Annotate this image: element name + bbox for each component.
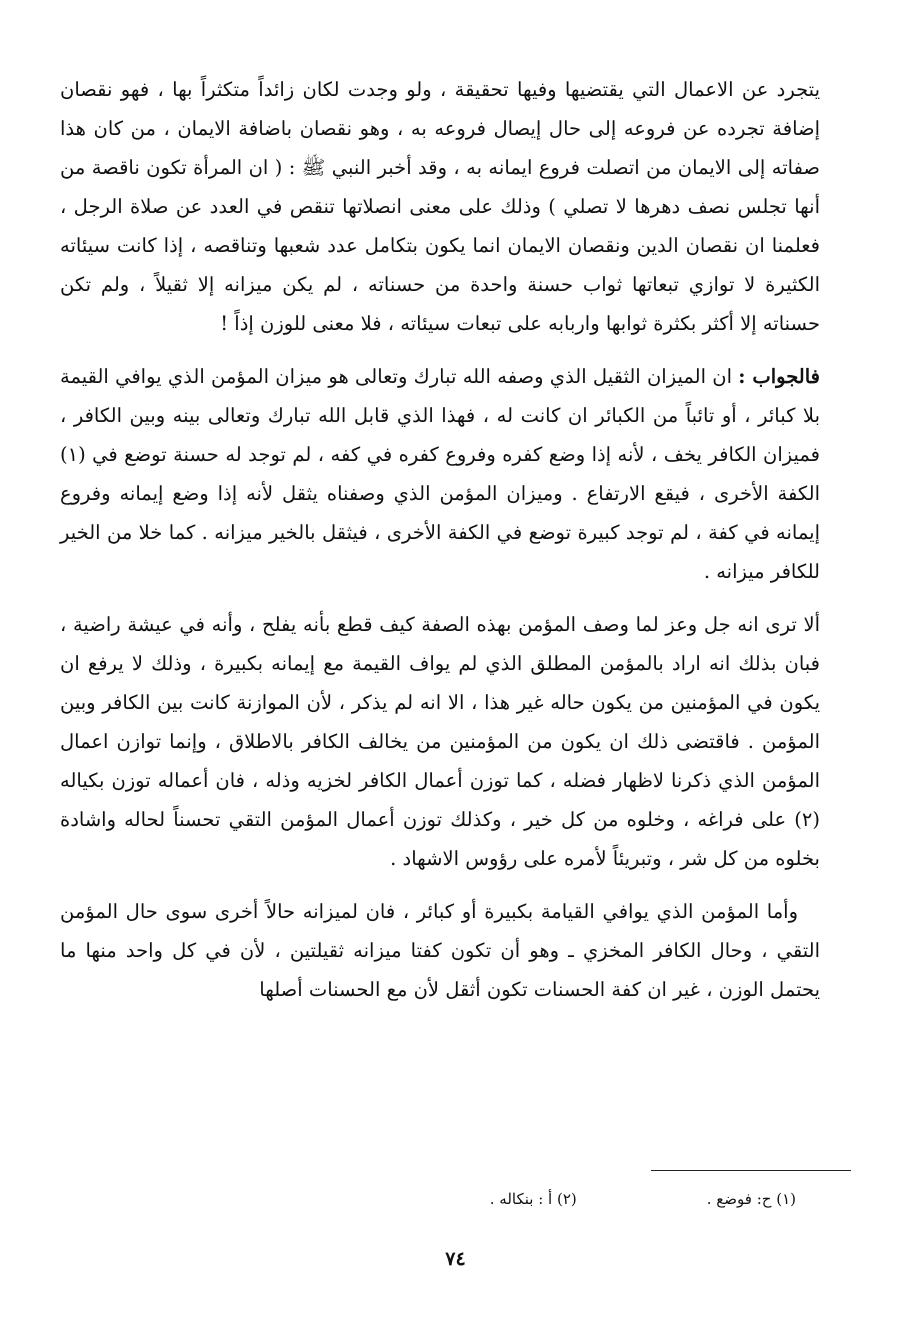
paragraph-2 [60,357,820,591]
paragraph-3-text: ألا ترى انه جل وعز لما وصف المؤمن بهذه الصفة كيف قطع بأنه يفلح ، وأنه في عيشة راضية ، فبان بذلك انه اراد بالمؤمن المطلق الذي لم يواف القيمة مع إيمانه بكبيرة ، وذلك لا يرفع ان يكون في المؤمنين من يكون حاله غير هذا ، الا انه لم يذكر ، لأن الموازنة كانت بين الكافر وبين المؤمن . فاقتضى ذلك ان يكون من المؤمنين من يخالف الكافر بالاطلاق ، وإنما توازن اعمال المؤمن الذي ذكرنا لاظهار فضله ، كما توزن أعمال الكافر لخزيه وذله ، فان أعماله توزن بكياله (٢) على فراغه ، وخلوه من كل خير ، وكذلك توزن أعمال المؤمن التقي تحسناً لحاله واشادة بخلوه من كل شر ، وتبريئاً لأمره على رؤوس الاشهاد . [60,613,820,870]
paragraph-2-text: ان الميزان الثقيل الذي وصفه الله تبارك وتعالى هو ميزان المؤمن الذي يوافي القيمة بلا كبائر ، أو تائباً من الكبائر ان كانت له ، فهذا الذي قابل الله تبارك وتعالى بينه وبين الكافر ، فميزان الكافر يخف ، لأنه إذا وضع كفره وفروع كفره في كفه ، لم توجد له حسنة توضع في (١) الكفة الأخرى ، فيقع الارتفاع . وميزان المؤمن الذي وصفناه يثقل لأنه إذا وضع إيمانه وفروع إيمانه في كفة ، لم توجد كبيرة توضع في الكفة الأخرى ، فيثقل بالخير ميزانه . كما خلا من الخير للكافر ميزانه . [60,365,820,583]
footnote-1: (١) ح: فوضع . [706,1190,796,1208]
paragraph-4 [60,892,820,1009]
paragraph-1 [60,70,820,343]
paragraph-1-text: يتجرد عن الاعمال التي يقتضيها وفيها تحقيقة ، ولو وجدت لكان زائداً متكثراً بها ، فهو نقصان إضافة تجرده عن فروعه إلى حال إيصال فروعه به ، وهو نقصان باضافة الايمان ، من كان هذا صفاته إلى الايمان من اتصلت فروع ايمانه به ، وقد أخبر النبي ﷺ : ( ان المرأة تكون ناقصة من أنها تجلس نصف دهرها لا تصلي ) وذلك على معنى انصلاتها تنقص في العدد عن صلاة الرجل ، فعلمنا ان نقصان الدين ونقصان الايمان انما يكون بتكامل عدد شعبها وتناقصه ، إذا كانت سيئاته الكثيرة لا توازي تبعاتها ثواب حسنة واحدة من حسناته ، لم يكن ميزانه إلا ثقيلاً ، ولم تكن حسناته إلا أكثر بكثرة ثوابها واربابه على تبعات سيئاته ، فلا معنى للوزن إذاً ! [60,78,820,335]
footnote-2: (٢) أ : بنكاله . [489,1190,577,1208]
footnote-divider [651,1170,851,1171]
answer-heading: فالجواب : [738,365,820,388]
page-number: ٧٤ [445,1248,466,1270]
paragraph-3 [60,605,820,878]
page-body [60,70,820,1320]
footnotes [490,1188,796,1210]
paragraph-4-text: وأما المؤمن الذي يوافي القيامة بكبيرة أو كبائر ، فان لميزانه حالاً أخرى سوى حال المؤمن التقي ، وحال الكافر المخزي ـ وهو أن تكون كفتا ميزانه ثقيلتين ، لأن في كل واحد منها ما يحتمل الوزن ، غير ان كفة الحسنات تكون أثقل لأن مع الحسنات أصلها [60,900,820,1001]
